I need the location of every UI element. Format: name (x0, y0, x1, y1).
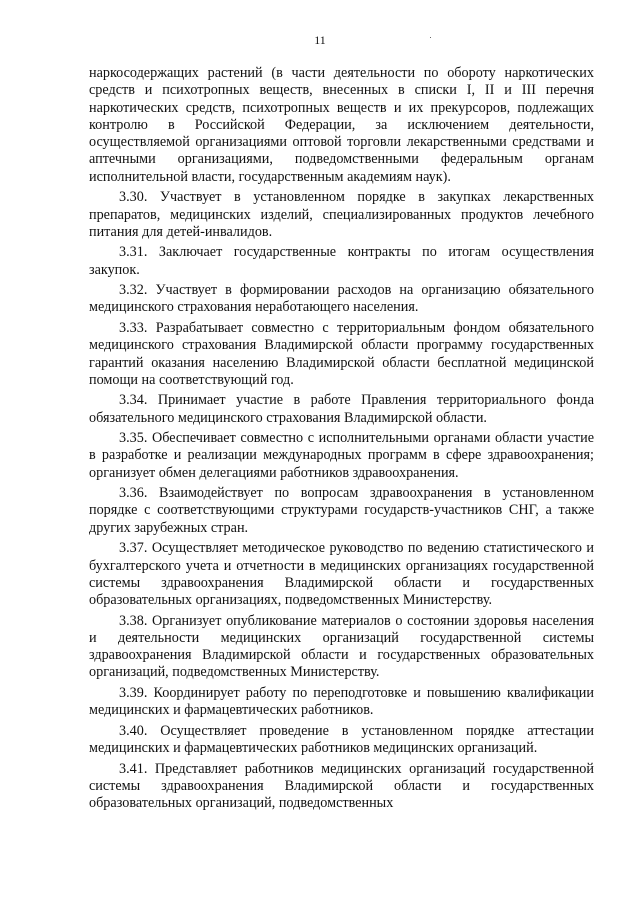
scan-artifact-dot (430, 37, 431, 38)
paragraph-continuation: наркосодержащих растений (в части деятельности по обороту наркотических средств и психотропных веществ, внесенных в списки I, II и III перечня наркотических средств, психотропных веществ и их прекурсоров, подлежащих контролю в Российской Федерации, за исключением деятельности, осуществляемой организациями оптовой торговли лекарственными средствами и аптечными организациями, подведомственными федеральным органам исполнительной власти, государственным академиям наук). (89, 65, 594, 185)
page-number: 11 (314, 33, 326, 47)
paragraph-3-30: 3.30. Участвует в установленном порядке в закупках лекарственных препаратов, медицинских изделий, специализированных продуктов лечебного питания для детей-инвалидов. (89, 189, 594, 240)
document-body (89, 65, 594, 816)
paragraph-3-39: 3.39. Координирует работу по переподготовке и повышению квалификации медицинских и фармацевтических работников. (89, 684, 594, 719)
paragraph-3-35: 3.35. Обеспечивает совместно с исполнительными органами области участие в разработке и реализации международных программ в сфере здравоохранения; организует обмен делегациями работников здравоохранения. (89, 430, 594, 481)
paragraph-3-40: 3.40. Осуществляет проведение в установленном порядке аттестации медицинских и фармацевтических работников медицинских организаций. (89, 722, 594, 757)
paragraph-3-33: 3.33. Разрабатывает совместно с территориальным фондом обязательного медицинского страхования Владимирской области программу государственных гарантий оказания населению Владимирской области бесплатной медицинской помощи на соответствующий год. (89, 319, 594, 388)
paragraph-3-32: 3.32. Участвует в формировании расходов на организацию обязательного медицинского страхования неработающего населения. (89, 282, 594, 316)
paragraph-3-37: 3.37. Осуществляет методическое руководство по ведению статистического и бухгалтерского учета и отчетности в медицинских организациях государственной системы здравоохранения Владимирской области и государственных образовательных организациях, подведомственных Министерству. (89, 540, 594, 609)
paragraph-3-31: 3.31. Заключает государственные контракты по итогам осуществления закупок. (89, 244, 594, 278)
paragraph-3-36: 3.36. Взаимодействует по вопросам здравоохранения в установленном порядке с соответствующими структурами государств-участников СНГ, а также других зарубежных стран. (89, 485, 594, 536)
paragraph-3-34: 3.34. Принимает участие в работе Правления территориального фонда обязательного медицинского страхования Владимирской области. (89, 392, 594, 426)
paragraph-3-41: 3.41. Представляет работников медицинских организаций государственной системы здравоохранения Владимирской области и государственных образовательных организаций, подведомственных (89, 760, 594, 812)
paragraph-3-38: 3.38. Организует опубликование материалов о состоянии здоровья населения и деятельности медицинских организаций государственной системы здравоохранения Владимирской области и государственных образовательных организаций, подведомственных Министерству. (89, 612, 594, 681)
